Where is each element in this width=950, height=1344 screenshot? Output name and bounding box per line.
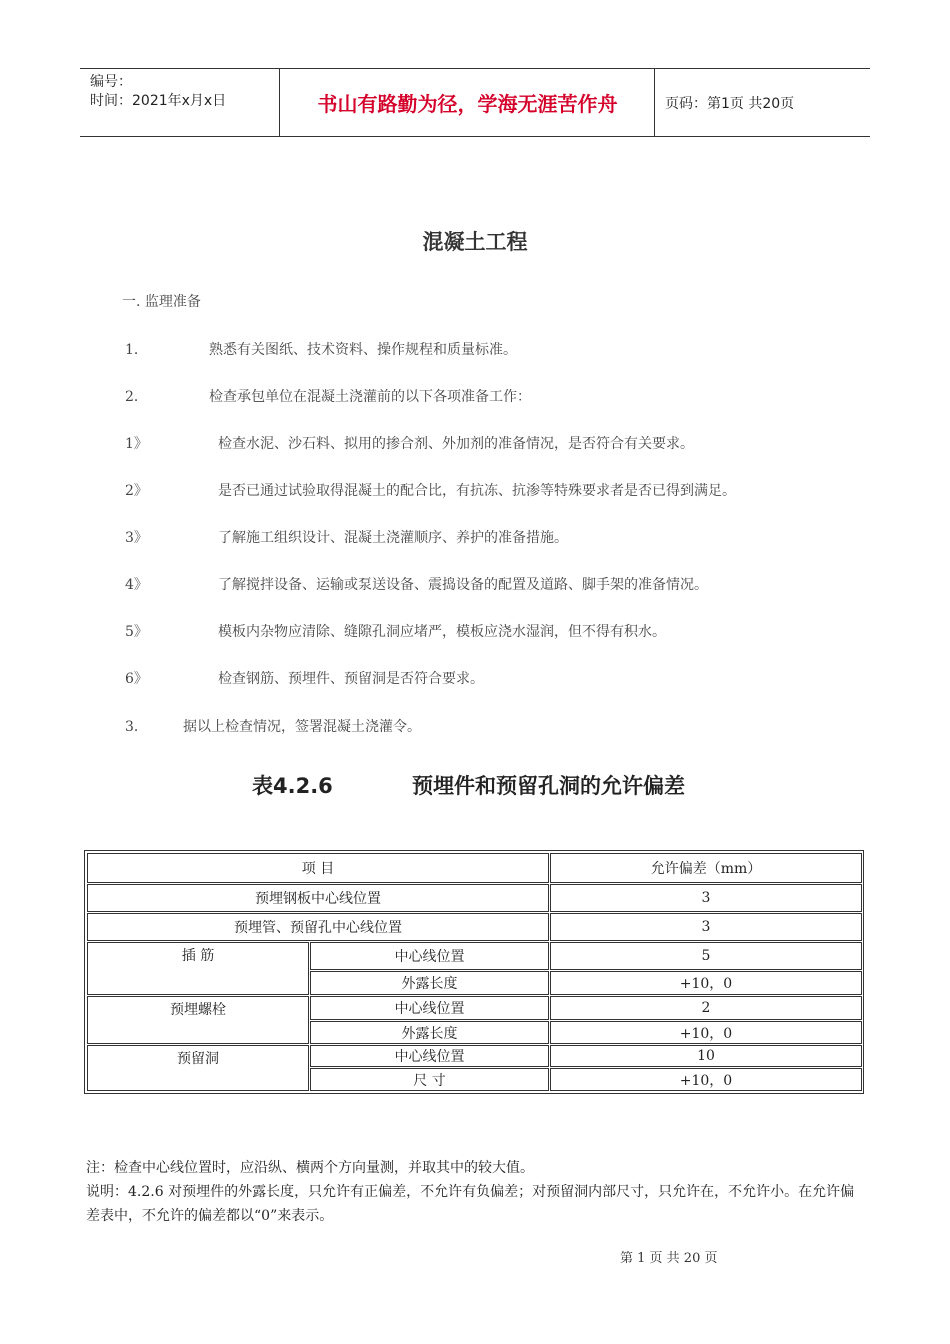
sub-list-item: 4》 了解搅拌设备、运输或泵送设备、震捣设备的配置及道路、脚手架的准备情况。 [125,577,708,593]
header-motto: 书山有路勤为径，学海无涯苦作舟 [281,69,655,136]
page-header [80,68,870,137]
note-text: 注：检查中心线位置时，应沿纵、横两个方向量测，并取其中的较大值。 [86,1160,534,1176]
table-cell: 外露长度 [310,971,549,995]
table-group-label: 预埋螺栓 [87,996,309,1044]
page-footer: 第 1 页 共 20 页 [620,1251,718,1266]
sub-list-item: 2》 是否已通过试验取得混凝土的配合比，有抗冻、抗渗等特殊要求者是否已得到满足。 [125,483,736,499]
list-item: 1． 熟悉有关图纸、技术资料、操作规程和质量标准。 [125,342,517,358]
table-code: 表4.2.6 [252,774,333,798]
sub-list-item: 6》 检查钢筋、预埋件、预留洞是否符合要求。 [125,671,484,687]
table-cell: 外露长度 [310,1021,549,1044]
table-group-label: 预留洞 [87,1045,309,1091]
table-head-item: 项 目 [87,853,549,883]
table-cell: 10 [550,1045,862,1067]
table-cell: +10，0 [550,1021,862,1044]
table-cell: 中心线位置 [310,942,549,970]
table-cell: 5 [550,942,862,970]
table-name: 预埋件和预留孔洞的允许偏差 [412,774,685,798]
list-item: 3． 据以上检查情况，签署混凝土浇灌令。 [125,719,421,735]
table-cell: 2 [550,996,862,1020]
sub-list-item: 5》 模板内杂物应清除、缝隙孔洞应堵严，模板应浇水湿润，但不得有积水。 [125,624,666,640]
sub-list-item: 1》 检查水泥、沙石料、拟用的掺合剂、外加剂的准备情况，是否符合有关要求。 [125,436,694,452]
table-cell: 3 [550,913,862,941]
table-cell: 3 [550,884,862,912]
table-cell: 中心线位置 [310,1045,549,1067]
table-head-deviation: 允许偏差（mm） [550,853,862,883]
header-page-info: 页码：第1页 共20页 [665,95,795,112]
time-label: 时间：2021年x月x日 [90,93,227,109]
table-cell: +10，0 [550,971,862,995]
table-group-label: 插 筋 [87,942,309,995]
deviation-table [84,850,864,1094]
table-cell: 中心线位置 [310,996,549,1020]
code-label: 编号： [90,74,132,90]
document-title: 混凝土工程 [422,230,528,254]
table-cell: 预埋管、预留孔中心线位置 [87,913,549,941]
sub-list-item: 3》 了解施工组织设计、混凝土浇灌顺序、养护的准备措施。 [125,530,568,546]
explanation-text: 说明：4.2.6 对预埋件的外露长度，只允许有正偏差，不允许有负偏差；对预留洞内部尺寸，只允许在，不允许小。在允许偏差表中，不允许的偏差都以“0”来表示。 [86,1184,855,1224]
table-cell: 尺 寸 [310,1068,549,1091]
table-cell: +10，0 [550,1068,862,1091]
table-cell: 预埋钢板中心线位置 [87,884,549,912]
header-meta [80,69,280,136]
table-title [252,770,685,800]
list-item: 2． 检查承包单位在混凝土浇灌前的以下各项准备工作： [125,389,531,405]
